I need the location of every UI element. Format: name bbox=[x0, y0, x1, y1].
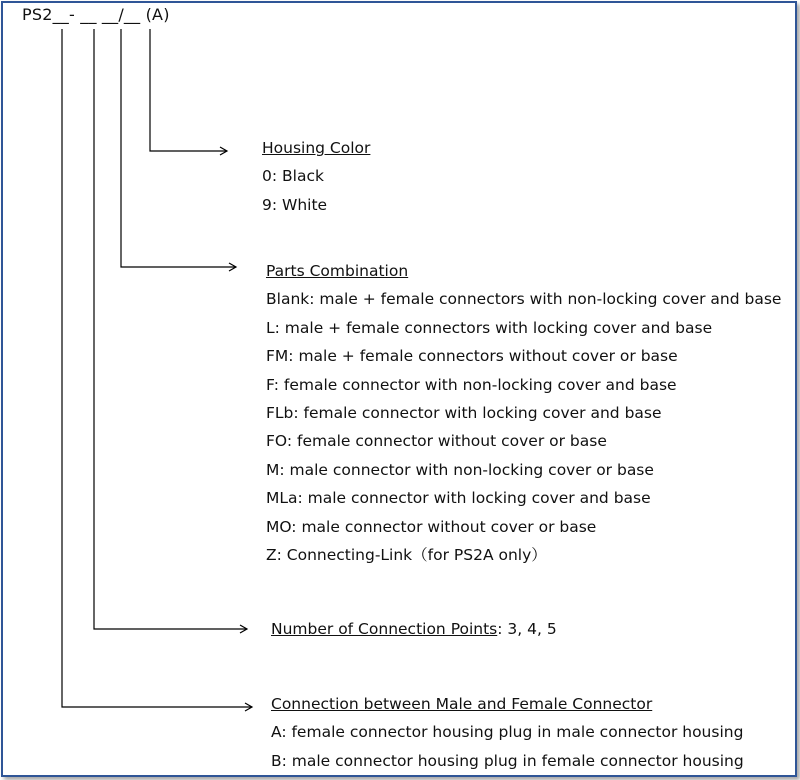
housing-color-section bbox=[262, 134, 370, 219]
connection-type-section bbox=[271, 690, 744, 775]
line-parts-combination bbox=[121, 29, 236, 267]
connection-type-option: A: female connector housing plug in male connector housing bbox=[271, 723, 744, 742]
parts-combination-option: Z: Connecting-Link（for PS2A only） bbox=[266, 546, 547, 565]
connection-type-heading: Connection between Male and Female Connector bbox=[271, 695, 653, 713]
connection-points-heading: Number of Connection Points bbox=[271, 620, 498, 638]
parts-combination-option: MO: male connector without cover or base bbox=[266, 517, 597, 536]
line-housing-color bbox=[150, 29, 227, 151]
housing-color-heading: Housing Color bbox=[262, 139, 371, 157]
parts-combination-section bbox=[266, 257, 781, 569]
housing-color-option: 0: Black bbox=[262, 167, 324, 186]
parts-combination-option: M: male connector with non-locking cover or base bbox=[266, 460, 654, 479]
parts-combination-option: L: male + female connectors with locking cover and base bbox=[266, 318, 713, 337]
parts-combination-option: MLa: male connector with locking cover and base bbox=[266, 489, 651, 508]
parts-combination-option: FO: female connector without cover or base bbox=[266, 432, 607, 451]
housing-color-option: 9: White bbox=[262, 195, 328, 214]
connection-points-value: : 3, 4, 5 bbox=[497, 620, 557, 638]
connection-type-option: B: male connector housing plug in female connector housing bbox=[271, 751, 744, 770]
parts-combination-option: F: female connector with non-locking cover and base bbox=[266, 375, 677, 394]
parts-combination-option: FM: male + female connectors without cover or base bbox=[266, 347, 678, 366]
parts-combination-heading: Parts Combination bbox=[266, 262, 409, 280]
line-connection-points bbox=[94, 29, 247, 629]
line-connection-type bbox=[62, 29, 252, 707]
connection-points-section bbox=[271, 615, 557, 643]
part-number-pattern: PS2__- __ __/__ (A) bbox=[22, 5, 170, 24]
parts-combination-option: FLb: female connector with locking cover and base bbox=[266, 404, 662, 423]
parts-combination-option: Blank: male + female connectors with non-locking cover and base bbox=[266, 290, 782, 309]
